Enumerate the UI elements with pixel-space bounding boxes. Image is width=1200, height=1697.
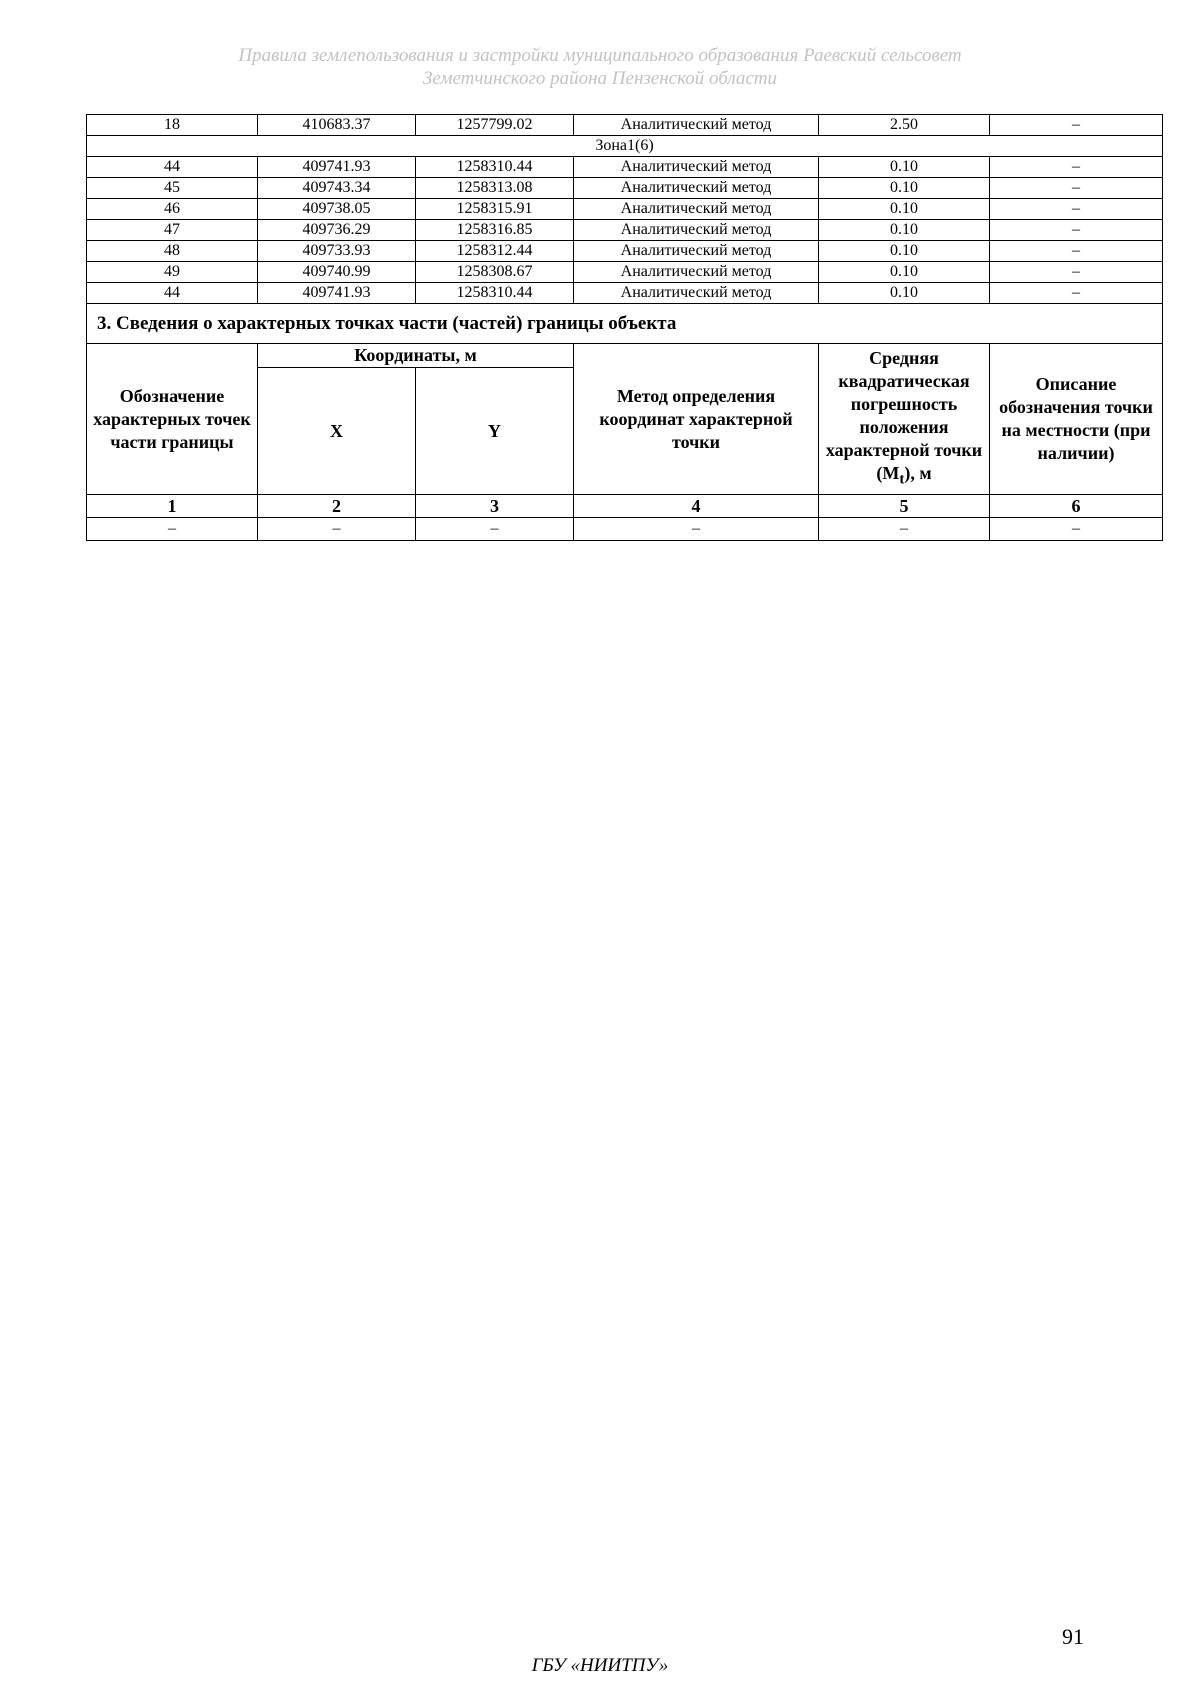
cell-method: Аналитический метод [574, 115, 819, 136]
cell-point: 18 [87, 115, 258, 136]
cell-y: 1258310.44 [416, 283, 574, 304]
cell-error: 0.10 [819, 199, 990, 220]
cell-point: 47 [87, 220, 258, 241]
table-row [87, 283, 1163, 304]
cell-description: – [990, 262, 1163, 283]
cell-method: Аналитический метод [574, 178, 819, 199]
cell-method: Аналитический метод [574, 157, 819, 178]
header-row [87, 344, 1163, 368]
table-row [87, 220, 1163, 241]
running-header-line-1: Правила землепользования и застройки муниципального образования Раевский сельсовет [238, 45, 962, 66]
column-number: 1 [87, 495, 258, 518]
section-3-title: 3. Сведения о характерных точках части (частей) границы объекта [87, 304, 1163, 344]
table-row [87, 157, 1163, 178]
cell-method: Аналитический метод [574, 262, 819, 283]
table-row [87, 262, 1163, 283]
cell-point: 49 [87, 262, 258, 283]
header-coordinates: Координаты, м [258, 344, 574, 368]
header-y: Y [416, 368, 574, 495]
cell-empty: – [416, 518, 574, 541]
cell-x: 409733.93 [258, 241, 416, 262]
column-number: 2 [258, 495, 416, 518]
table-row [87, 115, 1163, 136]
cell-point: 44 [87, 157, 258, 178]
table-row-empty [87, 518, 1163, 541]
cell-empty: – [990, 518, 1163, 541]
header-error-tail: ), м [904, 462, 932, 483]
cell-y: 1258316.85 [416, 220, 574, 241]
table-row [87, 241, 1163, 262]
cell-x: 409740.99 [258, 262, 416, 283]
cell-error: 2.50 [819, 115, 990, 136]
column-number: 6 [990, 495, 1163, 518]
header-method: Метод определения координат характерной точки [574, 344, 819, 495]
cell-point: 44 [87, 283, 258, 304]
header-error [819, 344, 990, 495]
cell-y: 1257799.02 [416, 115, 574, 136]
cell-y: 1258310.44 [416, 157, 574, 178]
cell-point: 45 [87, 178, 258, 199]
cell-y: 1258313.08 [416, 178, 574, 199]
cell-y: 1258312.44 [416, 241, 574, 262]
running-header [0, 44, 1200, 90]
header-error-text: Средняя квадратическая погрешность положения характерной точки (M [825, 347, 983, 483]
cell-error: 0.10 [819, 220, 990, 241]
cell-error: 0.10 [819, 262, 990, 283]
cell-point: 46 [87, 199, 258, 220]
cell-empty: – [574, 518, 819, 541]
column-number: 5 [819, 495, 990, 518]
cell-x: 409738.05 [258, 199, 416, 220]
page-footer: ГБУ «НИИТПУ» [531, 1655, 669, 1676]
cell-x: 409743.34 [258, 178, 416, 199]
table-row [87, 178, 1163, 199]
table-row [87, 199, 1163, 220]
cell-description: – [990, 283, 1163, 304]
cell-y: 1258308.67 [416, 262, 574, 283]
cell-point: 48 [87, 241, 258, 262]
cell-method: Аналитический метод [574, 283, 819, 304]
column-number: 3 [416, 495, 574, 518]
cell-description: – [990, 157, 1163, 178]
cell-description: – [990, 178, 1163, 199]
cell-error: 0.10 [819, 157, 990, 178]
zone-row [87, 136, 1163, 157]
cell-y: 1258315.91 [416, 199, 574, 220]
header-description: Описание обозначения точки на местности (при наличии) [990, 344, 1163, 495]
header-designation: Обозначение характерных точек части границы [87, 344, 258, 495]
cell-empty: – [87, 518, 258, 541]
cell-x: 409741.93 [258, 283, 416, 304]
cell-error: 0.10 [819, 178, 990, 199]
cell-error: 0.10 [819, 241, 990, 262]
cell-description: – [990, 115, 1163, 136]
cell-empty: – [258, 518, 416, 541]
section-title-row [87, 304, 1163, 344]
cell-empty: – [819, 518, 990, 541]
page-number: 91 [1062, 1624, 1084, 1649]
cell-method: Аналитический метод [574, 220, 819, 241]
cell-error: 0.10 [819, 283, 990, 304]
cell-description: – [990, 199, 1163, 220]
column-number: 4 [574, 495, 819, 518]
coordinates-table [86, 114, 1163, 541]
cell-x: 409741.93 [258, 157, 416, 178]
running-header-line-2: Земетчинского района Пензенской области [422, 68, 778, 89]
cell-method: Аналитический метод [574, 199, 819, 220]
zone-label: Зона1(6) [87, 136, 1163, 157]
column-number-row [87, 495, 1163, 518]
cell-description: – [990, 220, 1163, 241]
cell-x: 410683.37 [258, 115, 416, 136]
header-error-subscript: t [899, 471, 905, 488]
cell-x: 409736.29 [258, 220, 416, 241]
header-x: X [258, 368, 416, 495]
cell-description: – [990, 241, 1163, 262]
cell-method: Аналитический метод [574, 241, 819, 262]
